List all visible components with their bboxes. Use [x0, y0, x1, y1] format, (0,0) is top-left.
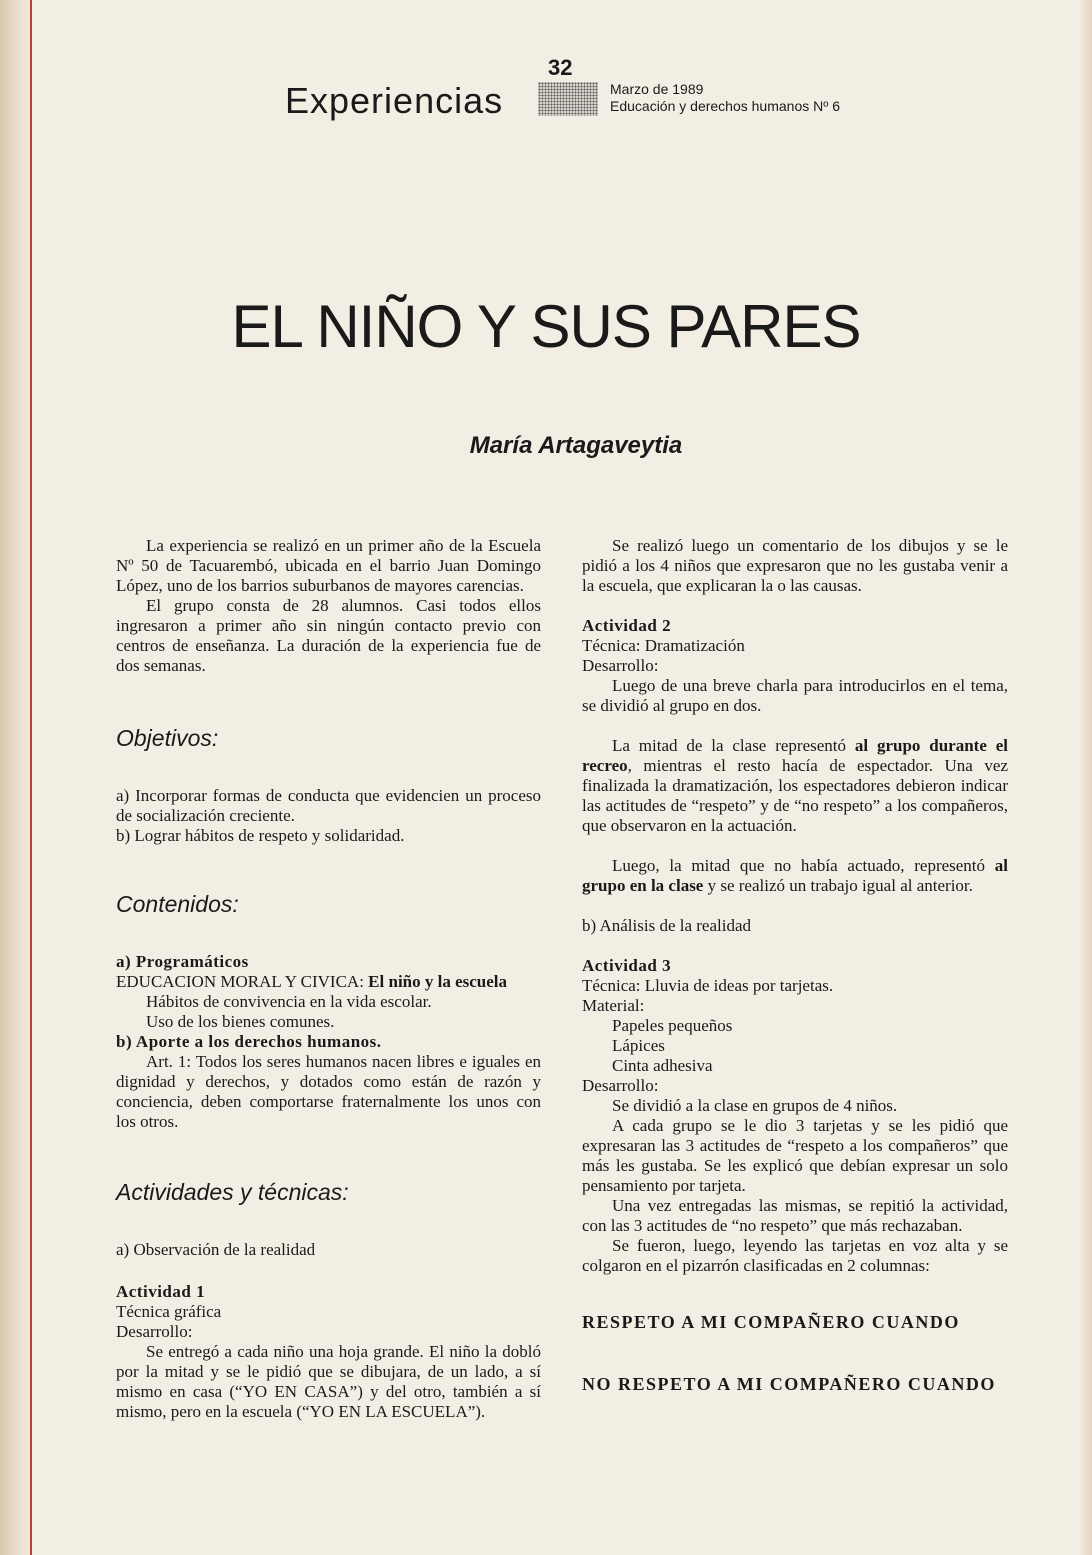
contenido-item: Uso de los bienes comunes.: [146, 1012, 335, 1031]
actividad-3-paragraph: Se fueron, luego, leyendo las tarjetas en voz alta y se colgaron en el pizarrón clasificadas en 2 columnas:: [582, 1236, 1008, 1275]
actividad-1-text: Se entregó a cada niño una hoja grande. El niño la dobló por la mitad y se le pidió que se dibujara, de un lado, a sí mismo en casa (“YO EN CASA”) y del otro, también a sí mismo, pero en la escuela (“YO EN LA ESCUELA”).: [116, 1342, 541, 1421]
analisis-label: b) Análisis de la realidad: [582, 916, 752, 935]
text-run: , mientras el resto hacía de espectador. Una vez finalizada la dramatización, los espectadores debieron indicar las actitudes de “respeto” y de “no respeto” a los compañeros, que observaron en la actuación.: [582, 756, 1008, 835]
respeto-heading: RESPETO A MI COMPAÑERO CUANDO: [582, 1312, 960, 1332]
actividad-3-material: Material:: [582, 996, 645, 1015]
actividad-2-paragraph: [582, 856, 1008, 896]
intro-paragraph: El grupo consta de 28 alumnos. Casi todos ellos ingresaron a primer año sin ningún contacto previo con centros de enseñanza. La duración de la experiencia fue de dos semanas.: [116, 596, 541, 675]
programaticos-label: a) Programáticos: [116, 952, 249, 971]
halftone-block: [538, 82, 598, 116]
actividad-2-paragraph: Luego de una breve charla para introducirlos en el tema, se dividió al grupo en dos.: [582, 676, 1008, 715]
actividad-2-paragraph: [582, 736, 1008, 836]
material-item: Papeles pequeños: [612, 1016, 733, 1035]
page-edge: [1078, 0, 1092, 1555]
intro-paragraph: La experiencia se realizó en un primer año de la Escuela Nº 50 de Tacuarembó, ubicada en el barrio Juan Domingo López, uno de los barrios suburbanos de mayores carencias.: [116, 536, 541, 595]
bold-phrase: al grupo en la clase: [582, 856, 1008, 895]
issue-date: Marzo de 1989: [610, 81, 704, 97]
objetivos-heading: Objetivos:: [116, 725, 219, 751]
left-column: [116, 536, 541, 1422]
actividad-3-title: Actividad 3: [582, 956, 672, 975]
aporte-label: b) Aporte a los derechos humanos.: [116, 1032, 382, 1051]
objective-item: a) Incorporar formas de conducta que evidencien un proceso de socialización creciente.: [116, 786, 541, 825]
header-meta: [610, 81, 840, 115]
article-author: María Artagaveytia: [469, 432, 683, 459]
observacion-label: a) Observación de la realidad: [116, 1240, 316, 1259]
bold-phrase: al grupo durante el recreo: [582, 736, 1009, 775]
actividad-3-tecnica: Técnica: Lluvia de ideas por tarjetas.: [582, 976, 834, 995]
actividad-3-paragraph: Se dividió a la clase en grupos de 4 niños.: [612, 1096, 898, 1115]
binding-edge-line: [30, 0, 32, 1555]
contenido-item: Hábitos de convivencia en la vida escolar.: [146, 992, 432, 1011]
actividad-3-paragraph: Una vez entregadas las mismas, se repitió la actividad, con las 3 actitudes de “no respeto” que más rechazaban.: [582, 1196, 1008, 1235]
actividad-1-title: Actividad 1: [116, 1282, 206, 1301]
no-respeto-heading: NO RESPETO A MI COMPAÑERO CUANDO: [582, 1374, 996, 1394]
objective-item: b) Lograr hábitos de respeto y solidaridad.: [116, 826, 405, 845]
actividad-2-desarrollo: Desarrollo:: [582, 656, 659, 675]
contenidos-heading: Contenidos:: [116, 891, 239, 917]
actividad-2-title: Actividad 2: [582, 616, 672, 635]
text-run: y se realizó un trabajo igual al anterior.: [703, 876, 973, 895]
article-one-text: Art. 1: Todos los seres humanos nacen libres e iguales en dignidad y derechos, y dotados como están de razón y conciencia, deben comportarse fraternalmente los unos con los otros.: [116, 1052, 541, 1131]
page-number: 32: [548, 55, 573, 80]
actividad-1-tecnica: Técnica gráfica: [116, 1302, 222, 1321]
actividades-heading: Actividades y técnicas:: [116, 1179, 349, 1205]
material-item: Lápices: [612, 1036, 665, 1055]
text-run: Luego, la mitad que no había actuado, representó: [612, 856, 995, 875]
actividad-3-paragraph: A cada grupo se le dio 3 tarjetas y se les pidió que expresaran las 3 actitudes de “respeto a los compañeros” que más les gustaba. Se les explicó que debían expresar un solo pensamiento por tarjeta.: [582, 1116, 1008, 1195]
publication-name: Educación y derechos humanos Nº 6: [610, 98, 841, 114]
actividad-3-desarrollo: Desarrollo:: [582, 1076, 659, 1095]
educacion-line: [116, 972, 541, 992]
article-title: EL NIÑO Y SUS PARES: [231, 293, 861, 360]
actividad-2-tecnica: Técnica: Dramatización: [582, 636, 745, 655]
educacion-prefix: EDUCACION MORAL Y CIVICA:: [116, 972, 369, 991]
actividad-1-desarrollo: Desarrollo:: [116, 1322, 193, 1341]
section-title: Experiencias: [285, 80, 504, 121]
text-run: La mitad de la clase representó: [612, 736, 855, 755]
educacion-topic: El niño y la escuela: [368, 972, 508, 991]
right-column: [582, 536, 1008, 1394]
comentario-paragraph: Se realizó luego un comentario de los dibujos y se le pidió a los 4 niños que expresaron que no les gustaba venir a la escuela, que explicaran la o las causas.: [582, 536, 1008, 595]
material-item: Cinta adhesiva: [612, 1056, 713, 1075]
